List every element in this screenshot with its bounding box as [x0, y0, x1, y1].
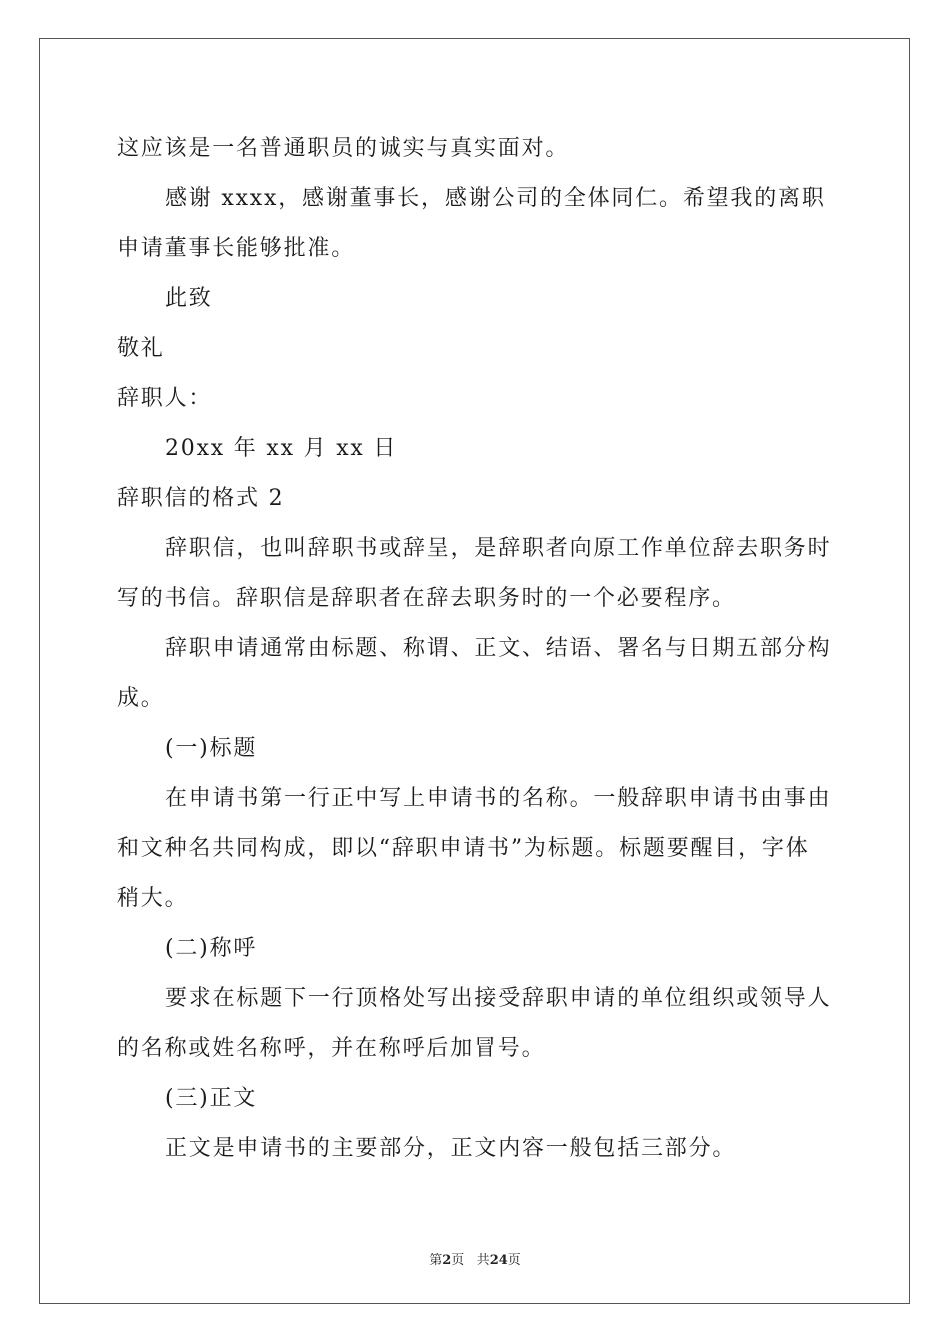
- paragraph-line: 申请董事长能够批准。: [117, 236, 356, 261]
- subheading-salutation: (二)称呼: [165, 936, 258, 961]
- paragraph-line: 感谢 xxxx，感谢董事长，感谢公司的全体同仁。希望我的离职: [165, 186, 826, 211]
- paragraph-line: 稍大。: [117, 886, 189, 911]
- closing-salutation: 此致: [165, 286, 213, 311]
- paragraph-line: 正文是申请书的主要部分，正文内容一般包括三部分。: [165, 1136, 737, 1161]
- total-pages: 24: [489, 1253, 508, 1268]
- date-line: 20xx 年 xx 月 xx 日: [165, 436, 398, 461]
- paragraph-line: 要求在标题下一行顶格处写出接受辞职申请的单位组织或领导人: [165, 986, 832, 1011]
- paragraph-line: 成。: [117, 686, 165, 711]
- paragraph-line: 辞职信，也叫辞职书或辞呈，是辞职者向原工作单位辞去职务时: [165, 536, 832, 561]
- document-body: [117, 124, 837, 1174]
- paragraph-line: 和文种名共同构成，即以“辞职申请书”为标题。标题要醒目，字体: [117, 836, 810, 861]
- subheading-body: (三)正文: [165, 1086, 258, 1111]
- page-footer: [0, 1249, 950, 1268]
- page-suffix: 页: [451, 1253, 465, 1268]
- paragraph-line: 辞职申请通常由标题、称谓、正文、结语、署名与日期五部分构: [165, 636, 832, 661]
- total-suffix: 页: [507, 1253, 521, 1268]
- paragraph-line: 的名称或姓名称呼，并在称呼后加冒号。: [117, 1036, 546, 1061]
- paragraph-line: 写的书信。辞职信是辞职者在辞去职务时的一个必要程序。: [117, 586, 736, 611]
- signature-label: 辞职人：: [117, 386, 213, 411]
- page-number: 2: [442, 1253, 452, 1268]
- paragraph-line: 在申请书第一行正中写上申请书的名称。一般辞职申请书由事由: [165, 786, 832, 811]
- paragraph-line: 这应该是一名普通职员的诚实与真实面对。: [117, 136, 570, 161]
- subheading-title: (一)标题: [165, 736, 258, 761]
- total-prefix: 共: [476, 1253, 490, 1268]
- section-heading: 辞职信的格式 2: [117, 486, 285, 511]
- page-prefix: 第: [429, 1253, 443, 1268]
- closing-respect: 敬礼: [117, 336, 165, 361]
